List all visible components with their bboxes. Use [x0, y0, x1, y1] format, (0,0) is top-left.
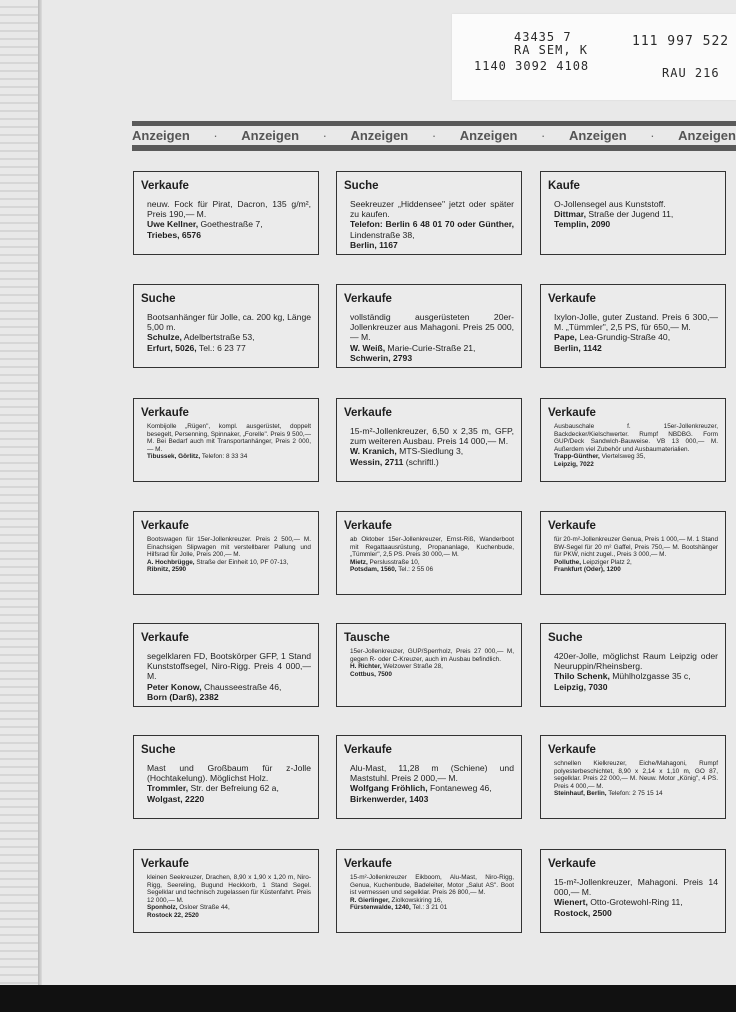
ad-body [147, 536, 311, 574]
ad-contact-name: H. Richter, [350, 663, 382, 671]
ad-contact-name: Polluthe, [554, 558, 581, 566]
ad-body [147, 199, 311, 240]
ad-category: Tausche [344, 632, 390, 644]
header-separator: · [541, 128, 546, 143]
header-rule-bottom [132, 145, 736, 151]
label-call-number: 111 997 522 [632, 34, 730, 49]
ad-contact-address: Viertelsweg 35, [599, 453, 646, 461]
ad-contact-city: Leipzig, 7030 [554, 681, 608, 692]
ad-contact-name: W. Weiß, [350, 342, 386, 353]
ad-contact-address: Marie-Curie-Straße 21, [385, 342, 476, 353]
classified-ad [540, 623, 726, 707]
ad-contact-address: Lea-Grundig-Straße 40, [576, 332, 671, 343]
ad-contact-address: Adelbertstraße 53, [181, 332, 255, 343]
ad-body [554, 423, 718, 469]
ad-contact-city: Ribnitz, 2590 [147, 566, 187, 574]
label-line-3: 1140 3092 4108 [474, 59, 590, 73]
ad-contact-name: Wienert, [554, 897, 588, 908]
ad-contact-name: Schulze, [147, 332, 182, 343]
classified-ad [336, 735, 522, 819]
ad-contact-extra: Tel.: 2 55 06 [396, 566, 434, 574]
ad-category: Verkaufe [548, 520, 596, 532]
ad-contact-address: Telefon: 8 33 34 [200, 453, 248, 461]
ad-category: Verkaufe [141, 407, 189, 419]
ad-contact-city: Triebes, 6576 [147, 229, 201, 240]
label-shelf-code: RAU 216 [662, 66, 720, 80]
ad-text: Ausbauschale f. 15er-Jollenkreuzer, Backdecker/Kielschwerter. Rumpf NBDBG. Form GUP/Deck Sandwich-Bauweise. VB 13 000,— M. Außerdem viel Zubehör und Ausbaumaterialien. [554, 423, 718, 453]
ad-text: Kombijolle „Rügen", kompl. ausgerüstet, doppelt besegelt, Persenning, Spinnaker, „Forelle". Preis 9 500,— M. Bei Bedarf auch mit Transportanhänger, Preis 2 000,— M. [147, 423, 311, 453]
ad-body [147, 651, 311, 702]
library-label [452, 14, 736, 100]
ad-body [147, 312, 311, 353]
ad-text: O-Jollensegel aus Kunststoff. [554, 199, 666, 209]
ad-contact-address: Perslusstraße 10, [367, 558, 420, 566]
ad-text: kleinen Seekreuzer, Drachen, 8,90 x 1,90 x 1,20 m, Niro-Rigg, Seereling, Bugund Heckkorb, 1 Stand Segel. Segelklar und technisch zugelassen für Küstenfahrt. Preis 12 000,— M. [147, 874, 311, 904]
ad-text: ab Oktober 15er-Jollenkreuzer, Ernst-Riß, Wanderboot mit Regattaausrüstung, Propananlage, Kuchenbude, „Tümmler", 2,5 PS. Preis 30 000,— M. [350, 536, 514, 559]
ad-category: Verkaufe [344, 520, 392, 532]
classified-ad [133, 398, 319, 482]
ad-body [350, 763, 514, 804]
ad-text: neuw. Fock für Pirat, Dacron, 135 g/m², Preis 190,— M. [147, 199, 311, 220]
ad-text: 15er-Jollenkreuzer, GUP/Sperrholz, Preis 27 000,— M, gegen R- oder C-Kreuzer, auch im Ausbau befindlich. [350, 648, 514, 663]
classified-ad [540, 171, 726, 255]
scan-background [0, 985, 736, 1012]
ad-contact-address: Chausseestraße 46, [201, 681, 282, 692]
classified-ad [133, 735, 319, 819]
ad-text: 15-m²-Jollenkreuzer, Mahagoni. Preis 14 000,— M. [554, 877, 718, 898]
classified-ad [133, 284, 319, 368]
ad-contact-address: Straße der Einheit 10, PF 07-13, [194, 558, 289, 566]
ad-body [350, 648, 514, 678]
ad-contact-extra: Tel.: 3 21 01 [410, 904, 448, 912]
classified-ad [336, 171, 522, 255]
ad-text: Bootswagen für 15er-Jollenkreuzer. Preis 2 500,— M. Einachsigen Slipwagen mit verstellbarer Pallung und Hilfsrad für Jolle, Preis 200,— M. [147, 536, 311, 559]
ad-contact-name: Pape, [554, 332, 577, 343]
ad-body [554, 760, 718, 798]
ad-contact-name: Trommler, [147, 783, 189, 794]
ad-text: für 20-m²-Jollenkreuzer Genua, Preis 1 000,— M. 1 Stand BW-Segel für 20 m² Gaffel, Preis 750,— M. Bootshänger für PKW, nicht zugel., Preis 3 000,— M. [554, 536, 718, 559]
ad-contact-name: Dittmar, [554, 209, 586, 220]
ad-contact-city: Wessin, 2711 [350, 456, 404, 467]
header-word: Anzeigen [350, 128, 409, 143]
ad-contact-address: Str. der Befreiung 62 a, [188, 783, 279, 794]
ad-contact-city: Erfurt, 5026, [147, 342, 197, 353]
ad-contact-city: Schwerin, 2793 [350, 352, 413, 363]
ad-text: schnellen Kielkreuzer, Eiche/Mahagoni, Rumpf polyesterbeschichtet, 8,90 x 2,14 x 1,10 m, GO 87, segelklar. Preis 22 000,— M. Neuw. Motor „König", 4 PS. Preis 4 000,— M. [554, 760, 718, 790]
ad-body [554, 877, 718, 918]
ad-body [554, 312, 718, 353]
ad-category: Verkaufe [548, 858, 596, 870]
ad-contact-city: Wolgast, 2220 [147, 793, 205, 804]
section-header [132, 118, 736, 154]
classified-ad [336, 284, 522, 368]
ad-contact-address: MTS-Siedlung 3, [396, 446, 464, 457]
header-separator: · [213, 128, 218, 143]
ad-category: Verkaufe [141, 632, 189, 644]
header-word: Anzeigen [241, 128, 300, 143]
ad-body [350, 536, 514, 574]
classified-ad [133, 849, 319, 933]
ad-contact-city: Berlin, 1167 [350, 239, 398, 250]
header-word: Anzeigen [678, 128, 736, 143]
ad-contact-name: A. Hochbrügge, [147, 558, 195, 566]
classified-ad [540, 735, 726, 819]
ad-contact-extra: Tel.: 6 23 77 [196, 342, 246, 353]
ad-contact-name: Trapp-Günther, [554, 453, 600, 461]
ad-category: Verkaufe [548, 293, 596, 305]
ad-contact-address: Fontaneweg 46, [427, 783, 492, 794]
classified-ad [336, 623, 522, 707]
ad-body [350, 426, 514, 467]
ad-contact-address: Welzower Straße 28, [381, 663, 443, 671]
ad-text: 15-m²-Jollenkreuzer Eikboom, Alu-Mast, Niro-Rigg, Genua, Kuchenbude, Badeleiter, Motor „Salut AS". Boot ist vermessen und segelklar. Preis 26 800,— M. [350, 874, 514, 897]
ad-contact-name: Mietz, [350, 558, 368, 566]
ad-text: Mast und Großbaum für z-Jolle (Hochtakelung). Möglichst Holz. [147, 763, 311, 784]
ad-contact-city: Fürstenwalde, 1240, [350, 904, 411, 912]
ad-contact-name: Tibussek, Görlitz, [147, 453, 201, 461]
header-words [132, 126, 736, 145]
ad-contact-city: Leipzig, 7022 [554, 460, 594, 468]
ad-contact-address: Goethestraße 7, [198, 219, 263, 230]
ad-contact-address: Otto-Grotewohl-Ring 11, [587, 897, 683, 908]
ad-category: Verkaufe [141, 858, 189, 870]
classified-ad [133, 171, 319, 255]
label-line-1: 43435 7 [514, 30, 572, 44]
ad-contact-city: Cottbus, 7500 [350, 670, 392, 678]
ad-contact-city: Rostock, 2500 [554, 907, 612, 918]
ad-contact-name: Sponholz, [147, 904, 178, 912]
header-separator: · [650, 128, 655, 143]
ad-contact-address: Lindenstraße 38, [350, 229, 415, 240]
ad-contact-name: Peter Konow, [147, 681, 202, 692]
ad-category: Verkaufe [344, 858, 392, 870]
header-word: Anzeigen [132, 128, 190, 143]
ad-text: Seekreuzer „Hiddensee" jetzt oder später zu kaufen. [350, 199, 514, 220]
classified-ad [540, 398, 726, 482]
classified-ad [336, 849, 522, 933]
ad-body [554, 651, 718, 692]
classified-ad [540, 849, 726, 933]
ad-category: Verkaufe [548, 744, 596, 756]
ad-contact-city: Templin, 2090 [554, 219, 611, 230]
ad-body [350, 874, 514, 912]
header-word: Anzeigen [459, 128, 518, 143]
header-separator: · [322, 128, 327, 143]
classified-ad [540, 284, 726, 368]
ad-body [554, 199, 718, 230]
ad-body [350, 312, 514, 363]
ad-contact-city: Rostock 22, 2520 [147, 911, 199, 919]
ad-category: Suche [141, 293, 176, 305]
ad-text: Ixylon-Jolle, guter Zustand. Preis 6 300,— M. „Tümmler", 2,5 PS, für 650,— M. [554, 312, 718, 333]
ad-category: Suche [141, 744, 176, 756]
ad-contact-city: Berlin, 1142 [554, 342, 602, 353]
ad-contact-name: Uwe Kellner, [147, 219, 199, 230]
ad-contact-city: Frankfurt (Oder), 1200 [554, 566, 621, 574]
ad-text: 15-m²-Jollenkreuzer, 6,50 x 2,35 m, GFP, zum weiteren Ausbau. Preis 14 000,— M. [350, 426, 514, 447]
ad-category: Verkaufe [548, 407, 596, 419]
ad-contact-city: Birkenwerder, 1403 [350, 793, 429, 804]
ad-category: Suche [344, 180, 379, 192]
ad-body [350, 199, 514, 250]
header-separator: · [431, 128, 437, 143]
ad-contact-address: Mühlholzgasse 35 c, [609, 671, 691, 682]
ad-text: Bootsanhänger für Jolle, ca. 200 kg, Länge 5,00 m. [147, 312, 311, 333]
ad-contact-name: Thilo Schenk, [554, 671, 610, 682]
ad-category: Suche [548, 632, 583, 644]
ad-category: Verkaufe [141, 520, 189, 532]
ad-contact-name: Telefon: Berlin 6 48 01 70 oder Günther, [350, 219, 514, 230]
ad-body [147, 763, 311, 804]
ad-category: Kaufe [548, 180, 580, 192]
ad-contact-city: Born (Darß), 2382 [147, 691, 219, 702]
ad-category: Verkaufe [344, 407, 392, 419]
header-word: Anzeigen [568, 128, 627, 143]
ad-body [147, 874, 311, 920]
ad-contact-address: Ziolkowskiring 16, [389, 896, 443, 904]
ad-contact-extra: (schriftl.) [403, 456, 439, 467]
ad-contact-name: W. Kranich, [350, 446, 397, 457]
classified-ad [336, 511, 522, 595]
ad-body [554, 536, 718, 574]
classified-ad [133, 511, 319, 595]
ad-text: segelklaren FD, Bootskörper GFP, 1 Stand Kunststoffsegel, Niro-Rigg. Preis 4 000,— M. [147, 651, 311, 682]
classified-ad [540, 511, 726, 595]
ad-contact-name: Wolfgang Fröhlich, [350, 783, 428, 794]
ad-body [147, 423, 311, 461]
ad-category: Verkaufe [344, 293, 392, 305]
classified-ad [133, 623, 319, 707]
ad-contact-name: R. Gierlinger, [350, 896, 390, 904]
ad-text: Alu-Mast, 11,28 m (Schiene) und Maststuhl. Preis 2 000,— M. [350, 763, 514, 784]
ad-contact-address: Straße der Jugend 11, [586, 209, 674, 220]
ad-text: 420er-Jolle, möglichst Raum Leipzig oder Neuruppin/Rheinsberg. [554, 651, 718, 672]
ad-category: Verkaufe [344, 744, 392, 756]
book-spine-pages [0, 0, 40, 1012]
classified-ad [336, 398, 522, 482]
label-line-2: RA SEM, K [514, 43, 589, 57]
ad-contact-address: Leipziger Platz 2, [580, 558, 632, 566]
ad-contact-address: Telefon: 2 75 15 14 [606, 790, 663, 798]
ad-contact-city: Potsdam, 1560, [350, 566, 397, 574]
ad-contact-address: Osloer Straße 44, [177, 904, 230, 912]
ad-category: Verkaufe [141, 180, 189, 192]
ad-contact-name: Steinhauf, Berlin, [554, 790, 607, 798]
ad-text: vollständig ausgerüsteten 20er-Jollenkreuzer aus Mahagoni. Preis 25 000,— M. [350, 312, 514, 343]
